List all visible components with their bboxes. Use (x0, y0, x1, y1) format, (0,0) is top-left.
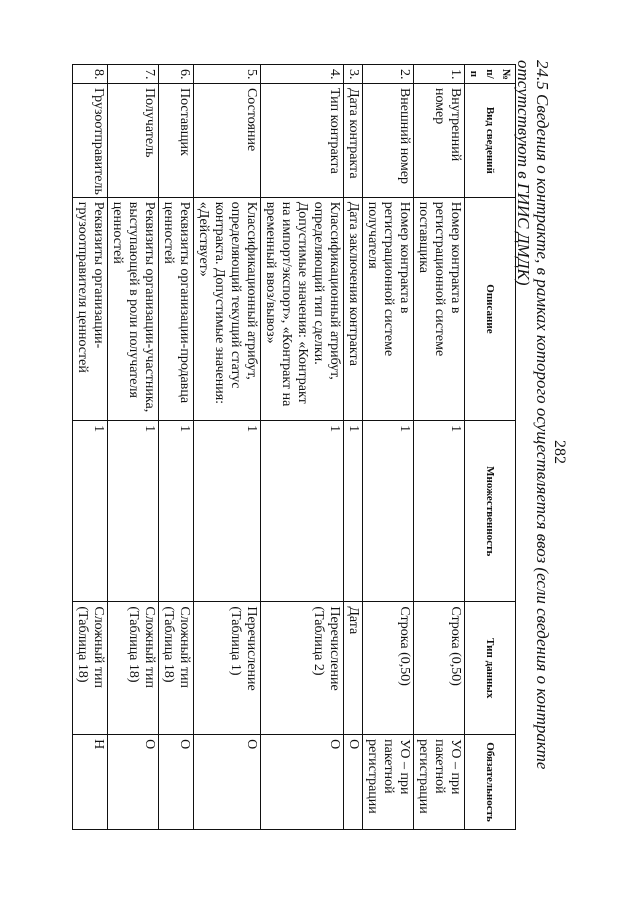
page-number: 282 (551, 440, 568, 464)
row-kind: Внешний номер (363, 83, 414, 197)
row-data-type: Строка (0,50) (414, 602, 465, 735)
row-number: 6. (159, 65, 194, 84)
row-obligation: Н (73, 735, 108, 830)
row-multiplicity: 1 (73, 421, 108, 602)
header-description: Описание (465, 197, 516, 420)
row-description: Реквизиты организации-грузоотправителя ценностей (73, 197, 108, 420)
row-obligation: О (344, 735, 363, 830)
row-data-type: Сложный тип (Таблица 18) (73, 602, 108, 735)
table-row (344, 65, 363, 830)
row-obligation: О (159, 735, 194, 830)
row-multiplicity: 1 (194, 421, 261, 602)
table-row (363, 65, 414, 830)
row-data-type: Дата (344, 602, 363, 735)
contract-info-table (72, 64, 516, 830)
row-data-type: Сложный тип (Таблица 18) (108, 602, 159, 735)
row-multiplicity: 1 (261, 421, 344, 602)
table-row (73, 65, 108, 830)
row-data-type: Сложный тип (Таблица 18) (159, 602, 194, 735)
table-row (261, 65, 344, 830)
row-multiplicity: 1 (344, 421, 363, 602)
table-row (159, 65, 194, 830)
row-number: 3. (344, 65, 363, 84)
row-data-type: Перечисление (Таблица 1) (194, 602, 261, 735)
section-heading: 24.5 Сведения о контракте, в рамках которого осуществляется ввоз (если сведения о контракте отсутствуют в ГИИС ДМДК) (514, 60, 552, 770)
row-obligation: О (108, 735, 159, 830)
row-data-type: Перечисление (Таблица 2) (261, 602, 344, 735)
row-kind: Дата контракта (344, 83, 363, 197)
row-kind: Получатель (108, 83, 159, 197)
row-kind: Грузоотправитель (73, 83, 108, 197)
row-obligation: УО – при пакетной регистрации (363, 735, 414, 830)
row-kind: Внутренний номер (414, 83, 465, 197)
header-data-type: Тип данных (465, 602, 516, 735)
row-description: Номер контракта в регистрационной системе получателя (363, 197, 414, 420)
row-description: Реквизиты организации-участника, выступающей в роли получателя ценностей (108, 197, 159, 420)
row-multiplicity: 1 (363, 421, 414, 602)
row-description: Номер контракта в регистрационной системе поставщика (414, 197, 465, 420)
row-number: 5. (194, 65, 261, 84)
row-description: Классификационный атрибут, определяющий текущий статус контракта. Допустимые значения: «Действует» (194, 197, 261, 420)
row-number: 4. (261, 65, 344, 84)
table-row (194, 65, 261, 830)
row-description: Реквизиты организации-продавца ценностей (159, 197, 194, 420)
header-obligation: Обязательность (465, 735, 516, 830)
row-multiplicity: 1 (108, 421, 159, 602)
row-description: Классификационный атрибут, определяющий тип сделки. Допустимые значения: «Контракт на импорт/экспорт», «Контракт на временный ввоз/вывоз» (261, 197, 344, 420)
row-number: 2. (363, 65, 414, 84)
row-data-type: Строка (0,50) (363, 602, 414, 735)
row-obligation: О (261, 735, 344, 830)
row-obligation: УО – при пакетной регистрации (414, 735, 465, 830)
header-number: № п/п (465, 65, 516, 84)
row-number: 8. (73, 65, 108, 84)
table-row (108, 65, 159, 830)
row-kind: Состояние (194, 83, 261, 197)
header-kind: Вид сведений (465, 83, 516, 197)
table-row (414, 65, 465, 830)
row-kind: Тип контракта (261, 83, 344, 197)
table-header-row (465, 65, 516, 830)
row-multiplicity: 1 (159, 421, 194, 602)
row-multiplicity: 1 (414, 421, 465, 602)
row-number: 1. (414, 65, 465, 84)
row-obligation: О (194, 735, 261, 830)
row-description: Дата заключения контракта (344, 197, 363, 420)
header-multiplicity: Множественность (465, 421, 516, 602)
row-number: 7. (108, 65, 159, 84)
row-kind: Поставщик (159, 83, 194, 197)
